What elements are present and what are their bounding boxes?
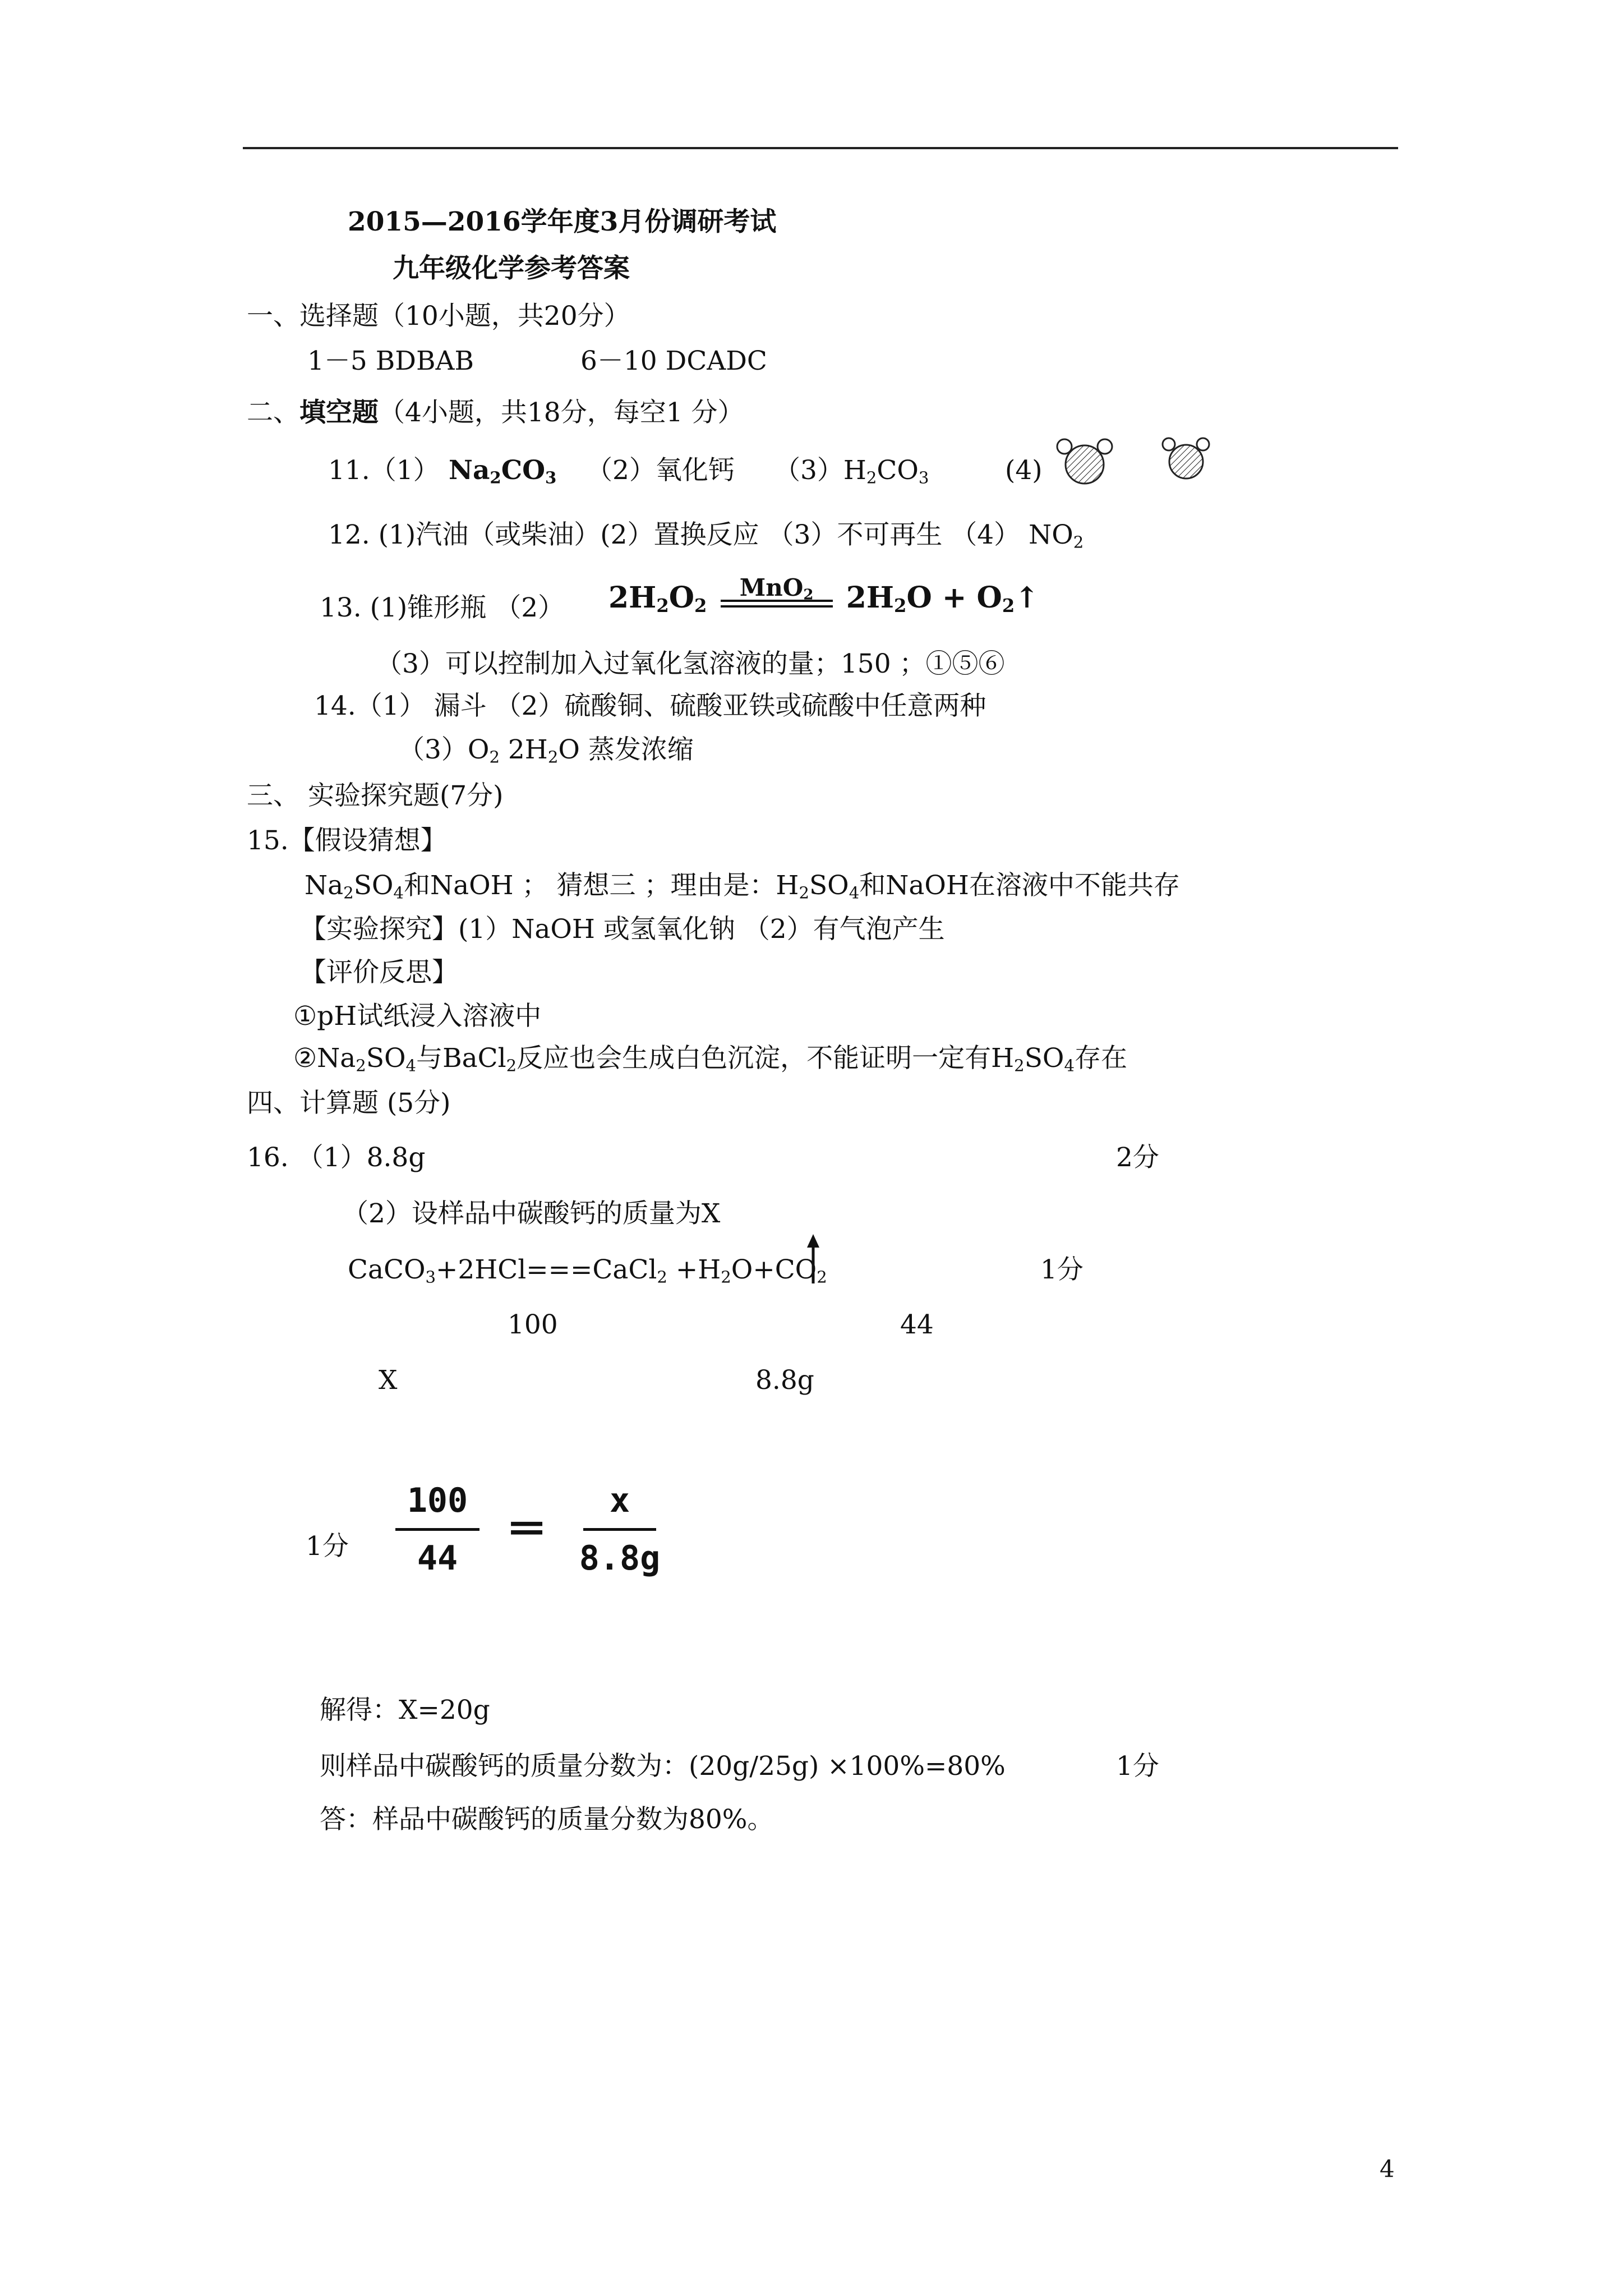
q16-mass-co2: 44 (900, 1309, 934, 1340)
q16-final-answer: 答：样品中碳酸钙的质量分数为80%。 (320, 1804, 774, 1835)
q16-ratio-score: 1分 (306, 1531, 349, 1562)
q12-line: 12. (1)汽油（或柴油）(2）置换反应 （3）不可再生 （4） $NO_2$ (328, 519, 1084, 552)
q14-line1: 14.（1） 漏斗 （2）硫酸铜、硫酸亚铁或硫酸中任意两种 (314, 691, 986, 721)
section2-heading: 二、填空题（4小题，共18分，每空1 分） (247, 397, 744, 428)
q16-solve: 解得：X=20g (320, 1695, 490, 1726)
section4-heading: 四、计算题 (5分) (247, 1088, 451, 1119)
fraction-left-numerator: 100 (407, 1481, 468, 1520)
q16-set-x: （2）设样品中碳酸钙的质量为X (342, 1198, 721, 1229)
q14-line2: $(3)O_2$ $2H_2O$ 蒸发浓缩 (398, 734, 694, 767)
q15-evaluation-2: $②Na_2SO_4$与BaCl$_2$反应也会生成白色沉淀，不能证明一定有$H_2SO_4$存在 (293, 1043, 1127, 1075)
doc-title: 2015—2016学年度3月份调研考试 (348, 206, 777, 237)
ratio-fraction-left (395, 1481, 479, 1578)
catalyst-label: MnO$_2$ (739, 574, 814, 604)
q15-label: 15.【假设猜想】 (247, 825, 447, 856)
q16-score1: 2分 (1116, 1142, 1159, 1173)
gas-up-arrow-icon (805, 1234, 822, 1285)
gas-arrow-icon: ↑ (1015, 581, 1039, 615)
q13-line2: （3）可以控制加入过氧化氢溶液的量；150 ；①⑤⑥ (376, 648, 1005, 679)
ratio-equals: ═ (511, 1499, 542, 1558)
page-number: 4 (1380, 2155, 1395, 2183)
q16-mass-caco3: 100 (508, 1309, 558, 1340)
q11-label: 11.（1） (328, 455, 440, 486)
q11-answer1: $Na_2CO_3$ (449, 455, 557, 487)
molecule-model-icon (1054, 436, 1116, 493)
q16-unknown: X (379, 1365, 398, 1396)
ratio-fraction-right (579, 1481, 661, 1578)
q16-reaction: CaCO$_3$+2HCl===CaCl$_2$ $+H_2O+CO_2$ (348, 1254, 827, 1287)
fraction-left-denominator: 44 (417, 1539, 458, 1578)
catalyst-arrow (721, 574, 833, 608)
fraction-right-numerator: x (609, 1481, 630, 1520)
q11-answer3: $(3)H_2CO_3$ (774, 455, 929, 487)
q6-10-answers: 6－10 DCADC (580, 346, 767, 376)
section3-heading: 三、 实验探究题(7分) (247, 780, 504, 811)
fraction-right-denominator: 8.8g (579, 1539, 661, 1578)
q15-evaluation-1: ①pH试纸浸入溶液中 (293, 1001, 542, 1032)
q16-reaction-score: 1分 (1040, 1254, 1083, 1285)
section1-heading: 一、选择题（10小题，共20分） (247, 301, 630, 332)
q16-known: 8.8g (755, 1365, 814, 1396)
q16-percent: 则样品中碳酸钙的质量分数为：(20g/25g) ×100%=80% (320, 1751, 1006, 1782)
q15-hypothesis: $Na_2SO_4$和NaOH ； 猜想三 ；理由是：$H_2SO_4$和NaOH在溶液中不能共存 (305, 870, 1180, 903)
q1-5-answers: 1－5 BDBAB (307, 346, 474, 376)
q16-part1: 16. （1）8.8g (247, 1142, 426, 1173)
q13-line1: 13. (1)锥形瓶 （2） (320, 592, 565, 623)
q15-evaluation-heading: 【评价反思】 (300, 957, 458, 988)
doc-subtitle: 九年级化学参考答案 (393, 253, 630, 284)
q11-answer2: （2）氧化钙 (586, 455, 735, 486)
header-rule (243, 147, 1398, 149)
molecule-model-icon-2 (1161, 436, 1211, 487)
q13-equation: $2H_2O_2$ MnO$_2$ $2H_2O$ + $O_2↑$ (608, 574, 1039, 617)
q15-experiment: 【实验探究】(1）NaOH 或氢氧化钠 （2）有气泡产生 (300, 914, 945, 945)
q16-percent-score: 1分 (1116, 1751, 1159, 1782)
q11-answer4-label: (4) (1005, 455, 1043, 486)
